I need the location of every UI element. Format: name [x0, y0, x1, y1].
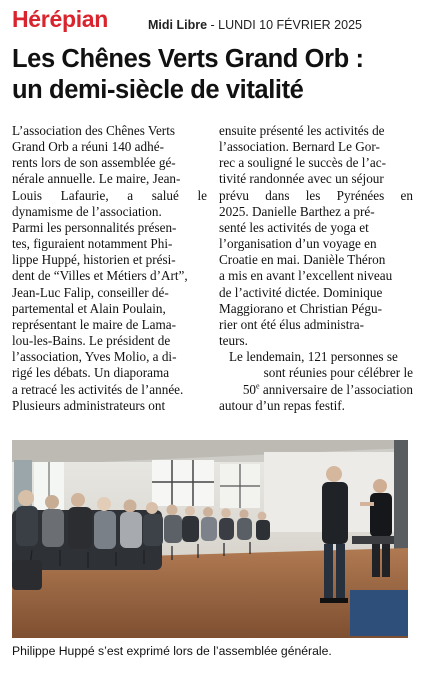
headline-line-2: un demi-siècle de vitalité — [12, 76, 304, 104]
col2-line: sont réunies pour célébrer le — [263, 365, 413, 381]
col1-line: représentant le maire de Lama- — [12, 316, 177, 332]
col2-line: autour d’un repas festif. — [219, 397, 345, 413]
col2-line: Le lendemain, 121 personnes se — [229, 349, 398, 365]
col2-line: 2025. Danielle Barthez a pré- — [219, 203, 375, 219]
col1-line: Plusieurs administrateurs ont — [12, 397, 166, 413]
col1-line: lippe Huppé, historien et prési- — [12, 252, 176, 268]
col1-line: Parmi les personnalités présen- — [12, 219, 177, 235]
page-header — [12, 6, 417, 36]
col1-line: nérale annuelle. Le maire, Jean- — [12, 171, 181, 187]
article-column-2 — [219, 123, 413, 414]
article-headline — [12, 44, 422, 106]
col1-line: l’association, Yves Molio, a di- — [12, 349, 177, 365]
col1-line: lou-les-Bains. Le président de — [12, 333, 171, 349]
col2-line: l’organisation d’un voyage en — [219, 236, 377, 252]
col2-line — [219, 382, 413, 398]
ordinal-number: 50 — [242, 381, 256, 397]
town-name: Hérépian — [12, 6, 109, 32]
meeting-photo — [12, 440, 408, 638]
publication-line — [148, 18, 362, 32]
col1-line: Jean-Luc Falip, conseiller dé- — [12, 284, 169, 300]
col1-line: dynamisme de l’association. — [12, 203, 162, 219]
col2-line: rec a souligné le succès de l’ac- — [219, 155, 386, 171]
col2-line: prévu dans les Pyrénées en — [219, 187, 413, 203]
publication-name: Midi Libre — [148, 18, 208, 32]
col2-line: teurs. — [219, 333, 248, 349]
col2-line: tivité randonnée avec un séjour — [219, 171, 384, 187]
meeting-photo-illustration — [12, 440, 408, 638]
col2-line: rier ont été élus administra- — [219, 316, 365, 332]
col2-line: Maggiorano et Christian Pégu- — [219, 300, 382, 316]
col2-line: de l’activité dictée. Dominique — [219, 284, 383, 300]
col1-line: Grand Orb a réuni 140 adhé- — [12, 139, 164, 155]
col1-line: partemental et Alain Poulain, — [12, 300, 166, 316]
col1-line: rigé les débats. Un diaporama — [12, 365, 170, 381]
photo-caption: Philippe Huppé s’est exprimé lors de l’assemblée générale. — [12, 644, 332, 658]
col2-line: a mis en avant l’excellent niveau — [219, 268, 393, 284]
col1-line: tes, figuraient notamment Phi- — [12, 236, 173, 252]
col2-line: Croatie en mai. Danièle Théron — [219, 252, 386, 268]
col1-line: rents lors de son assemblée gé- — [12, 155, 176, 171]
col1-line: Louis Lafaurie, a salué le — [12, 187, 207, 203]
col2-line: ensuite présenté les activités de — [219, 123, 385, 138]
separator: - — [210, 18, 219, 32]
col1-line: dent de “Villes et Métiers d’Art”, — [12, 268, 188, 284]
ordinal-suffix: e — [256, 381, 260, 391]
headline-line-1: Les Chênes Verts Grand Orb : — [12, 45, 364, 73]
article-column-1 — [12, 123, 207, 414]
col2-line-rest: anniversaire de l’association — [259, 381, 413, 397]
col1-line: L’association des Chênes Verts — [12, 123, 175, 138]
publication-date: LUNDI 10 FÉVRIER 2025 — [218, 18, 362, 32]
col2-line: senté les activités de yoga et — [219, 219, 369, 235]
col1-line: a retracé les activités de l’année. — [12, 381, 184, 397]
col2-line: l’association. Bernard Le Gor- — [219, 139, 380, 155]
